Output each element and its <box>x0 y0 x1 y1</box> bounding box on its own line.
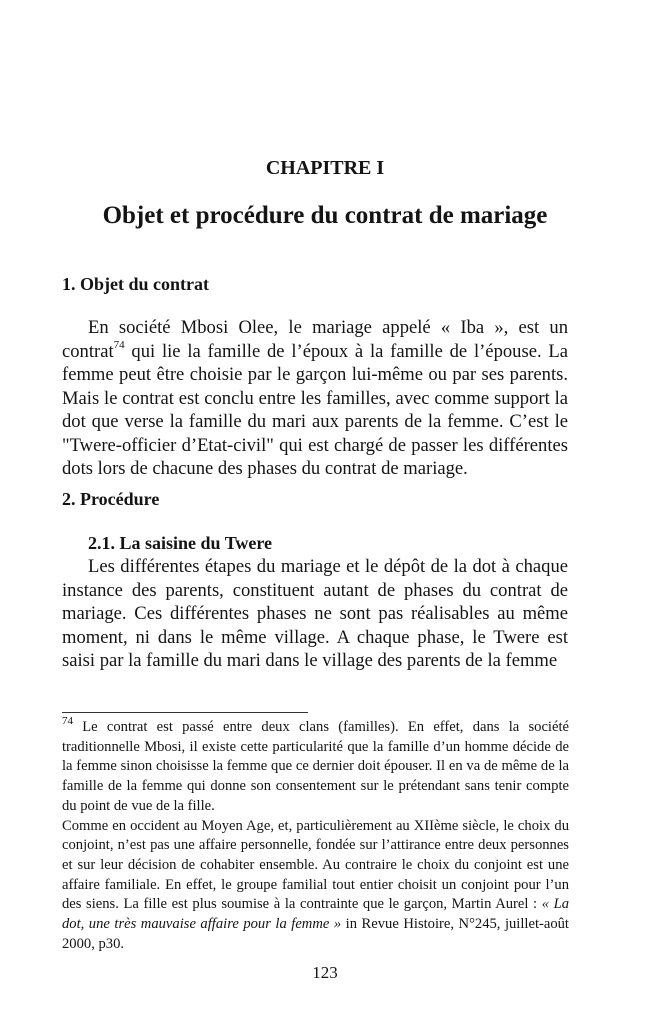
paragraph-text: Les différentes étapes du mariage et le dépôt de la dot à chaque instance des parents, constituent autant de phases du contrat de mariage. Ces différentes phases ne sont pas réalisables au même moment, ni dans le même village. A chaque phase, le Twere est saisi par la famille du mari dans le village des parents de la femme <box>62 556 568 671</box>
chapter-label: CHAPITRE I <box>265 157 385 179</box>
footnote <box>62 715 569 954</box>
footnote-text: Le contrat est passé entre deux clans (familles). En effet, dans la société traditionnelle Mbosi, il existe cette particularité que la famille d’un homme décide de la femme sinon choisisse la femme que ce dernier doit épouser. Il en va de même de la famille de la femme qui donne son consentement sur le prétendant sans tenir compte du point de vue de la fille. <box>62 719 569 814</box>
paragraph-text: qui lie la famille de l’époux à la famille de l’épouse. La femme peut être choisie par le garçon lui-même ou par ses parents. Mais le contrat est conclu entre les familles, avec comme support la dot que verse la famille du mari aux parents de la femme. C’est le "Twere-officier d’Etat-civil" qui est chargé de passer les différentes dots lors de chacune des phases du contrat de mariage. <box>62 340 568 479</box>
footnote-separator <box>62 712 308 713</box>
page-number: 123 <box>312 963 338 982</box>
footnote-text: Comme en occident au Moyen Age, et, particulièrement au XIIème siècle, le choix du conjoint, n’est pas une affaire personnelle, fondée sur l’attirance entre deux personnes et sur leur décision de cohabiter ensemble. Au contraire le choix du conjoint est une affaire familiale. En effet, le groupe familial tout entier choisit un conjoint pour l’un des siens. La fille est plus soumise à la contrainte que le garçon, Martin Aurel : <box>62 817 569 913</box>
chapter-title: Objet et procédure du contrat de mariage <box>102 202 548 229</box>
section-heading-objet: 1. Objet du contrat <box>62 274 209 294</box>
footnote-paragraph <box>62 817 569 955</box>
footnote-paragraph <box>62 715 569 817</box>
subsection-heading-saisine: 2.1. La saisine du Twere <box>88 533 273 553</box>
section-paragraph-procedure <box>62 555 568 673</box>
section-paragraph-objet <box>62 316 568 481</box>
footnote-reference: 74 <box>113 339 125 352</box>
section-heading-procedure: 2. Procédure <box>62 489 160 509</box>
paragraph-text: En société Mbosi Olee, le mariage appelé « Iba », est un contrat <box>62 317 568 362</box>
footnote-source: in Revue Histoire, N°245, juillet-août 2000, p30. <box>62 916 569 952</box>
footnote-number: 74 <box>62 715 73 728</box>
footnote-citation: « La dot, une très mauvaise affaire pour la femme » <box>62 896 569 933</box>
